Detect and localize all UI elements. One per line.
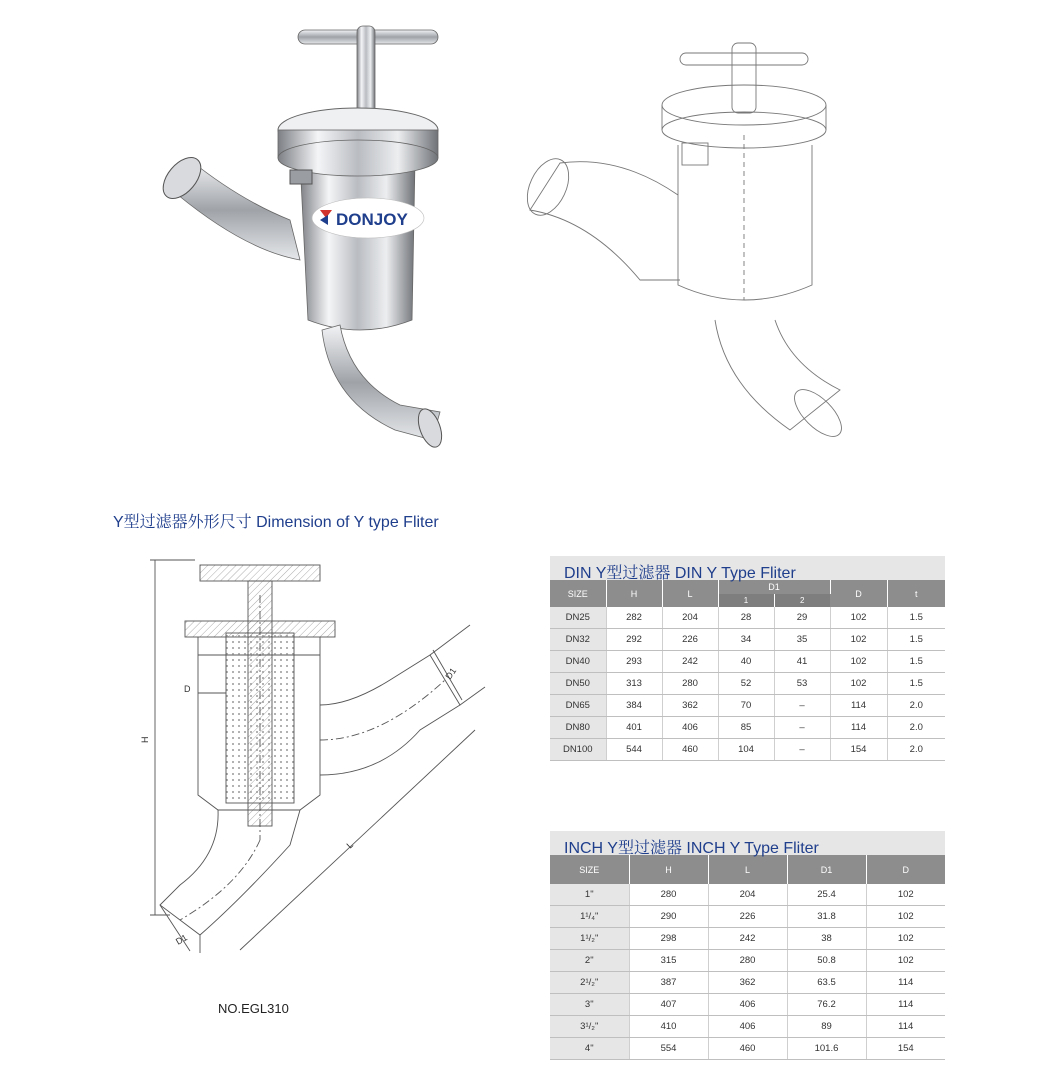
inch-header-h: H [629,855,708,884]
din-table-cell: 34 [718,629,774,651]
din-table-row [550,651,945,673]
din-table-cell: 70 [718,695,774,717]
din-table-cell: 401 [606,717,662,739]
label-d: D [184,684,191,694]
inch-table-cell: 31.8 [787,906,866,928]
din-table-row [550,739,945,761]
din-table-cell: 41 [774,651,830,673]
din-table-cell: 154 [830,739,887,761]
inch-table [550,831,945,1060]
din-table-cell: 2.0 [887,695,945,717]
inch-table-row [550,972,945,994]
label-d1-top: D1 [443,665,459,682]
din-table-cell: DN80 [550,717,606,739]
inch-table-row [550,1016,945,1038]
inch-table-cell: 290 [629,906,708,928]
din-table-cell: 384 [606,695,662,717]
section-title: Y型过滤器外形尺寸 Dimension of Y type Fliter [113,514,439,531]
din-table-cell: 52 [718,673,774,695]
din-table-cell: 40 [718,651,774,673]
inch-header-d1: D1 [787,855,866,884]
inch-table-cell: 89 [787,1016,866,1038]
din-table-cell: 114 [830,717,887,739]
din-table-cell: 102 [830,673,887,695]
inch-table-cell: 406 [708,1016,787,1038]
inch-table-cell: 298 [629,928,708,950]
inch-table-cell: 410 [629,1016,708,1038]
din-table-cell: 460 [662,739,718,761]
inch-header-d: D [866,855,945,884]
inch-table-cell: 102 [866,884,945,906]
inch-table-cell: 387 [629,972,708,994]
inch-table-title: INCH Y型过滤器 INCH Y Type Fliter [550,831,945,855]
din-table-cell: 242 [662,651,718,673]
model-number: NO.EGL310 [218,1001,289,1016]
inch-table-cell: 315 [629,950,708,972]
din-table-cell: 85 [718,717,774,739]
din-table-cell: DN40 [550,651,606,673]
label-l: L [344,839,356,851]
inch-table-cell: 102 [866,906,945,928]
inch-table-cell: 101.6 [787,1038,866,1060]
inch-table-cell: 114 [866,972,945,994]
inch-table-cell: 102 [866,928,945,950]
inch-table-cell: 1" [550,884,629,906]
din-table-row [550,695,945,717]
inch-table-cell: 3" [550,994,629,1016]
inch-table-row [550,950,945,972]
inch-header-l: L [708,855,787,884]
inch-table-cell: 4" [550,1038,629,1060]
din-table-cell: 2.0 [887,739,945,761]
din-table-cell: DN50 [550,673,606,695]
din-table-cell: 226 [662,629,718,651]
din-table-row [550,607,945,629]
label-h: H [140,736,150,743]
din-table-cell: 29 [774,607,830,629]
inch-table-row [550,1038,945,1060]
product-photo [150,20,470,460]
inch-table-row [550,928,945,950]
inch-table-cell: 554 [629,1038,708,1060]
brand-logo: DONJOY [336,210,408,229]
din-table-cell: 280 [662,673,718,695]
din-header-d1-1: 1 [718,594,774,607]
inch-table-cell: 2" [550,950,629,972]
din-table-title: DIN Y型过滤器 DIN Y Type Fliter [550,556,945,580]
din-table-cell: 362 [662,695,718,717]
inch-table-cell: 102 [866,950,945,972]
din-table-cell: 544 [606,739,662,761]
inch-table-row [550,906,945,928]
din-table-cell: 293 [606,651,662,673]
din-table-cell: – [774,717,830,739]
dimension-drawing [140,555,490,975]
inch-table-cell: 154 [866,1038,945,1060]
inch-table-cell: 63.5 [787,972,866,994]
inch-table-cell: 280 [708,950,787,972]
inch-table-cell: 2¹/₂" [550,972,629,994]
inch-table-cell: 407 [629,994,708,1016]
din-table-cell: DN32 [550,629,606,651]
din-table-cell: 1.5 [887,673,945,695]
label-d1-bottom: D1 [174,932,189,947]
din-header-t: t [887,580,945,607]
inch-table-cell: 460 [708,1038,787,1060]
din-header-h: H [606,580,662,607]
din-table-cell: 102 [830,629,887,651]
din-table-cell: 102 [830,607,887,629]
din-table-cell: 204 [662,607,718,629]
din-table-cell: 35 [774,629,830,651]
inch-table-cell: 38 [787,928,866,950]
inch-table-row [550,884,945,906]
inch-table-cell: 76.2 [787,994,866,1016]
din-table-cell: 53 [774,673,830,695]
din-table-cell: 406 [662,717,718,739]
inch-header-size: SIZE [550,855,629,884]
din-table-cell: 1.5 [887,629,945,651]
din-table-row [550,717,945,739]
inch-table-cell: 25.4 [787,884,866,906]
inch-table-cell: 114 [866,1016,945,1038]
inch-table-cell: 362 [708,972,787,994]
din-header-d: D [830,580,887,607]
inch-table-cell: 114 [866,994,945,1016]
inch-table-cell: 280 [629,884,708,906]
din-header-d1: D1 [718,580,830,594]
inch-table-cell: 406 [708,994,787,1016]
din-table-cell: DN65 [550,695,606,717]
din-table-cell: – [774,739,830,761]
outline-drawing [520,35,850,445]
din-table-cell: 1.5 [887,607,945,629]
din-table-cell: 102 [830,651,887,673]
din-table-cell: 282 [606,607,662,629]
din-header-d1-2: 2 [774,594,830,607]
inch-table-row [550,994,945,1016]
inch-table-cell: 50.8 [787,950,866,972]
din-table-row [550,673,945,695]
inch-table-cell: 226 [708,906,787,928]
inch-table-cell: 204 [708,884,787,906]
din-header-size: SIZE [550,580,606,607]
din-table [550,556,945,761]
din-table-cell: 114 [830,695,887,717]
din-table-cell: 28 [718,607,774,629]
din-header-l: L [662,580,718,607]
din-table-cell: 104 [718,739,774,761]
din-table-cell: DN100 [550,739,606,761]
inch-table-cell: 242 [708,928,787,950]
inch-table-cell: 1¹/₄" [550,906,629,928]
inch-table-cell: 1¹/₂" [550,928,629,950]
din-table-cell: 313 [606,673,662,695]
din-table-cell: 1.5 [887,651,945,673]
din-table-cell: 2.0 [887,717,945,739]
din-table-cell: DN25 [550,607,606,629]
din-table-cell: – [774,695,830,717]
inch-table-cell: 3¹/₂" [550,1016,629,1038]
din-table-cell: 292 [606,629,662,651]
din-table-row [550,629,945,651]
